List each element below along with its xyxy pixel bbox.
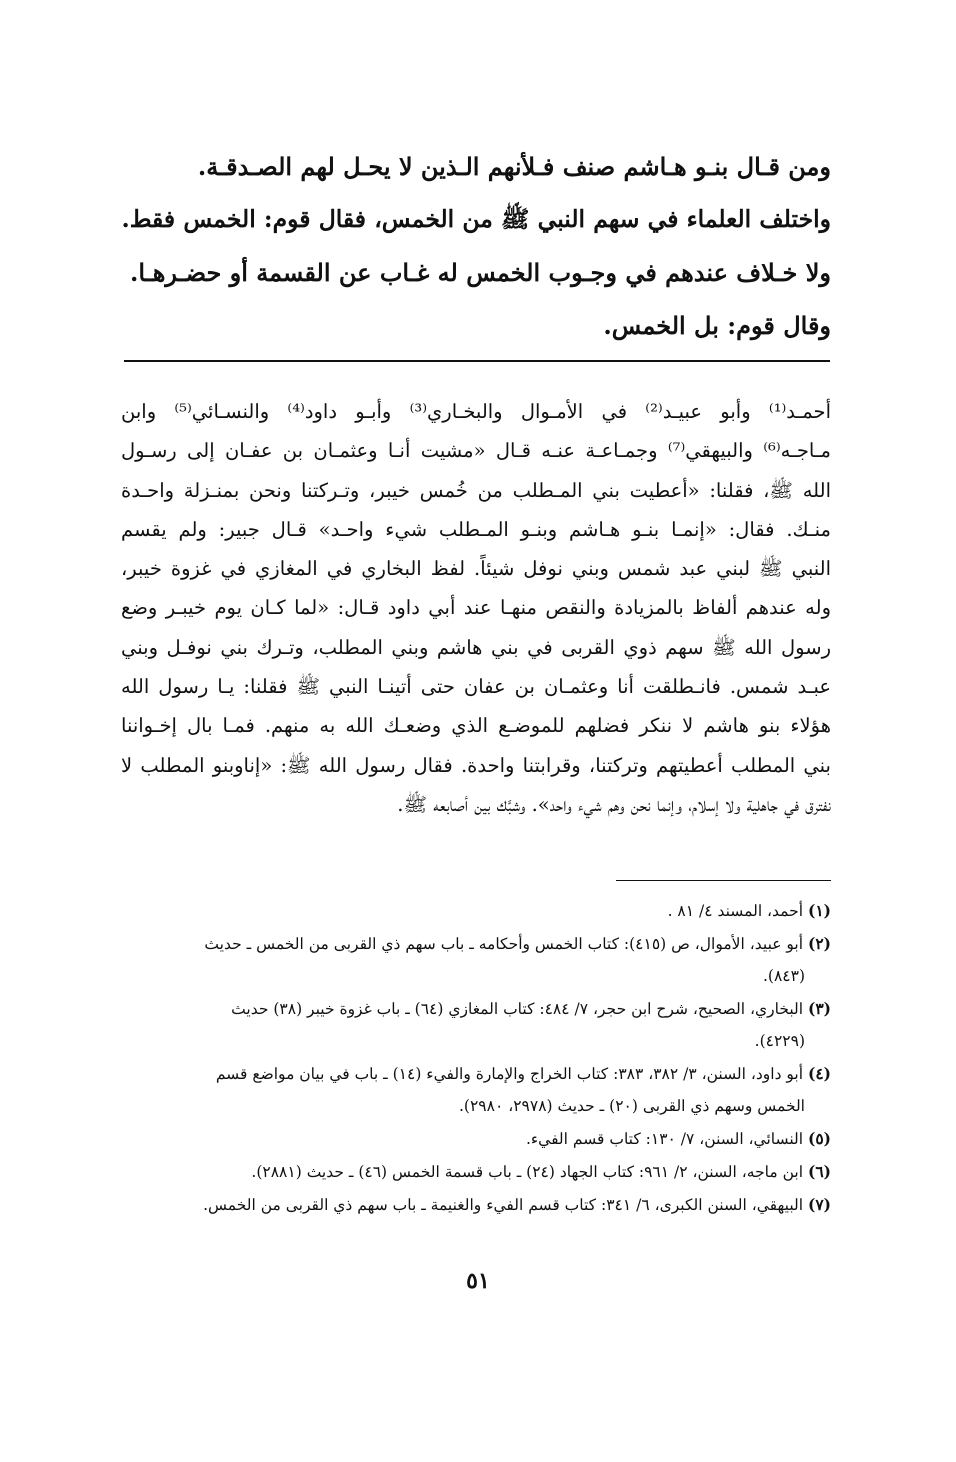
- footnote-number: (٥): [807, 1129, 831, 1148]
- footnote-5: [119, 1123, 831, 1155]
- footnotes-list: [119, 895, 831, 1222]
- page-number: ٥١: [466, 1268, 490, 1294]
- commentary-line: هؤلاء بنو هاشم لا ننكر فضلهم للموضـع الذي وضعـك الله به منهم. فمـا بال إخـواننا: [121, 714, 831, 738]
- footnote-4: [119, 1058, 831, 1122]
- footnote-text: (٨٤٣).: [762, 967, 805, 985]
- footnote-3: [119, 993, 831, 1057]
- commentary-line: منـك. فقال: «إنمـا بنـو هـاشم وبنـو المـطلب شيء واحـد» قـال جبير: ولم يقسم: [121, 517, 831, 541]
- footnote-text: (٤٢٢٩).: [754, 1032, 805, 1050]
- commentary-line: وله عندهم ألفاظ بالمزيادة والنقص منهـا عند أبي داود قـال: «لما كـان يوم خيبـر وضع: [121, 596, 831, 620]
- main-paragraph: [119, 140, 831, 352]
- commentary-line: مـاجـه⁽⁶⁾ والبيهقي⁽⁷⁾ وجمـاعـة عنـه قـال «مشيت أنـا وعثمـان بن عفـان إلى رسـول: [121, 439, 831, 463]
- footnote-number: (٢): [807, 934, 831, 953]
- commentary-paragraph: [121, 392, 831, 824]
- footnote-number: (٤): [807, 1064, 831, 1083]
- footnote-text: أبو داود، السنن، ٣/ ٣٨٢، ٣٨٣: كتاب الخراج والإمارة والفيء (١٤) ـ باب في بيان مواضع قسم: [215, 1065, 804, 1083]
- footnote-1: [119, 895, 831, 927]
- footnote-text: النسائي، السنن، ٧/ ١٣٠: كتاب قسم الفيء.: [525, 1130, 804, 1148]
- footnote-6: [119, 1156, 831, 1188]
- footnote-2: [119, 928, 831, 992]
- footnote-text: البيهقي، السنن الكبرى، ٦/ ٣٤١: كتاب قسم الفيء والغنيمة ـ باب سهم ذي القربى من الخمس.: [203, 1196, 804, 1214]
- footnote-text: ابن ماجه، السنن، ٢/ ٩٦١: كتاب الجهاد (٢٤) ـ باب قسمة الخمس (٤٦) ـ حديث (٢٨٨١).: [251, 1163, 804, 1181]
- footnote-text: أحمد، المسند ٤/ ٨١ .: [667, 902, 804, 920]
- footnote-number: (١): [807, 901, 831, 920]
- footnote-text: البخاري، الصحيح، شرح ابن حجر، ٧/ ٤٨٤: كتاب المغازي (٦٤) ـ باب غزوة خيبر (٣٨) حديث: [231, 1000, 804, 1018]
- commentary-line: رسول الله ﷺ سهم ذوي القربى في بني هاشم وبني المطلب، وتـرك بني نوفـل وبني: [121, 635, 831, 659]
- main-line: وقال قوم: بل الخمس.: [603, 311, 831, 340]
- commentary-line: أحمـد⁽¹⁾ وأبو عبيـد⁽²⁾ في الأمـوال والبخـاري⁽³⁾ وأبـو داود⁽⁴⁾ والنسـائي⁽⁵⁾ وابن: [121, 400, 831, 423]
- commentary-line: بني المطلب أعطيتهم وتركتنا، وقرابتنا واحدة. فقال رسول الله ﷺ: «إناوبنو المطلب لا: [121, 753, 831, 777]
- commentary-line: النبي ﷺ لبني عبد شمس وبني نوفل شيئاً. لفظ البخاري في المغازي في غزوة خيبر،: [121, 557, 831, 581]
- footnote-number: (٦): [807, 1162, 831, 1181]
- footnote-divider: [616, 880, 831, 881]
- main-line: واختلف العلماء في سهم النبي ﷺ من الخمس، فقال قوم: الخمس فقط.: [121, 205, 831, 233]
- main-line: ومن قـال بنـو هـاشم صنف فـلأنهم الـذين لا يحـل لهم الصـدقـة.: [197, 152, 831, 181]
- commentary-line: نفترق في جاهلية ولا إسلام، وإنما نحن وهم شيء واحد». وشبَّك بين أصابعه ﷺ.: [397, 792, 831, 816]
- footnote-7: [119, 1189, 831, 1221]
- footnote-text: الخمس وسهم ذي القربى (٢٠) ـ حديث (٢٩٧٨، ٢٩٨٠).: [458, 1097, 805, 1115]
- commentary-line: الله ﷺ، فقلنا: «أعطيت بني المـطلب من خُمس خيبر، وتـركتنا ونحن بمنـزلة واحـدة: [121, 478, 831, 502]
- footnote-number: (٣): [807, 999, 831, 1018]
- footnote-number: (٧): [807, 1195, 831, 1214]
- main-divider: [124, 360, 830, 362]
- commentary-line: عبـد شمس. فانـطلقت أنا وعثمـان بن عفان حتى أتينـا النبي ﷺ فقلنا: يـا رسول الله: [121, 675, 831, 699]
- footnote-text: أبو عبيد، الأموال، ص (٤١٥): كتاب الخمس وأحكامه ـ باب سهم ذي القربى من الخمس ـ حديث: [204, 935, 804, 953]
- main-line: ولا خـلاف عندهم في وجـوب الخمس له غـاب عن القسمة أو حضـرهـا.: [130, 258, 831, 287]
